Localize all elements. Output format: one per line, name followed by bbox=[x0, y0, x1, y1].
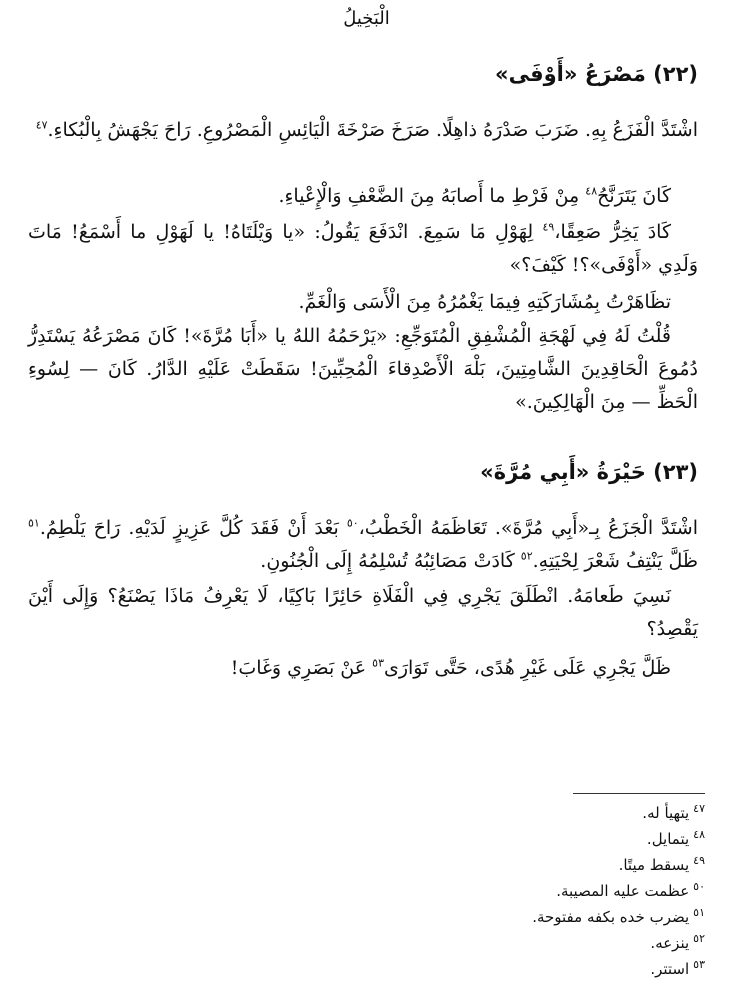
footnote bbox=[405, 796, 705, 822]
paragraph-text: لِهَوْلِ مَا سَمِعَ. انْدَفَعَ يَقُولُ: «يا وَيْلَتَاهُ! يا لَهَوْلِ ما أَسْمَعُ! مَاتَ وَلَدِي «أَوْفَى»؟! كَيْفَ؟» bbox=[28, 221, 698, 276]
footnote-number: ٥١ bbox=[693, 906, 705, 919]
footnote-text: يضرب خده بكفه مفتوحة. bbox=[532, 908, 690, 926]
paragraph-text: عَنْ بَصَرِي وَغَابَ! bbox=[230, 657, 373, 679]
paragraph-text: مِنْ فَرْطِ ما أَصابَهُ مِنَ الضَّعْفِ وَالْإِعْياءِ. bbox=[278, 185, 586, 207]
paragraph bbox=[28, 580, 698, 646]
paragraph-text: اشْتَدَّ الْجَزَعُ بِـ«أَبِي مُرَّةَ». تَعَاظَمَهُ الْخَطْبُ، bbox=[358, 517, 698, 539]
footnote-number: ٥٢ bbox=[693, 932, 705, 945]
footnote-number: ٥٣ bbox=[693, 958, 705, 971]
paragraph bbox=[28, 512, 698, 578]
paragraph-text: نَسِيَ طَعامَهُ. انْطَلَقَ يَجْرِي فِي الْفَلَاةِ حَائِرًا بَاكِيًا، لَا يَعْرِفُ مَاذَا يَصْنَعُ؟ وَإِلَى أَيْنَ يَقْصِدُ؟ bbox=[28, 585, 698, 640]
running-head: الْبَخِيلُ bbox=[343, 8, 390, 29]
footnote-ref[interactable]: ٥٣ bbox=[372, 656, 384, 670]
paragraph bbox=[28, 216, 698, 282]
paragraph-text: ظَلَّ يَنْتِفُ شَعْرَ لِحْيَتِهِ. bbox=[532, 550, 698, 572]
paragraph-text: تظَاهَرْتُ بِمُشَارَكَتِهِ فِيمَا يَغْمُرُهُ مِنَ الْأَسَى وَالْغَمِّ. bbox=[298, 291, 671, 313]
section-heading-23: (٢٣) حَيْرَةُ «أَبِي مُرَّةَ» bbox=[480, 460, 698, 484]
footnotes bbox=[405, 796, 705, 978]
footnote-ref[interactable]: ٤٨ bbox=[585, 184, 598, 198]
paragraph-text: كَادَتْ مَصَائِبُهُ تُسْلِمُهُ إِلَى الْجُنُونِ. bbox=[260, 550, 521, 572]
footnote-ref[interactable]: ٥٢ bbox=[520, 549, 533, 563]
paragraph bbox=[28, 320, 698, 419]
footnote-number: ٤٨ bbox=[693, 828, 705, 841]
footnote-ref[interactable]: ٥٠ bbox=[346, 516, 359, 530]
footnote-number: ٤٩ bbox=[693, 854, 705, 867]
footnote-text: يتهيأ له. bbox=[642, 804, 690, 822]
paragraph bbox=[28, 652, 671, 685]
footnote-ref[interactable]: ٤٩ bbox=[542, 220, 555, 234]
footnote-ref[interactable]: ٤٧ bbox=[35, 118, 48, 132]
footnote-number: ٤٧ bbox=[693, 802, 705, 815]
paragraph bbox=[28, 286, 671, 319]
paragraph bbox=[28, 114, 698, 147]
footnote bbox=[405, 874, 705, 900]
footnote-divider bbox=[573, 793, 705, 794]
footnote bbox=[405, 926, 705, 952]
paragraph-text: قُلْتُ لَهُ فِي لَهْجَةِ الْمُشْفِقِ الْمُتَوَجِّعِ: «يَرْحَمُهُ اللهُ يا «أَبَا مُرَّةَ»! كَانَ مَصْرَعُهُ يَسْتَدِرُّ دُمُوعَ الْحَاقِدِينَ الشَّامِتِينَ، بَلْهَ الْأَصْدِقاءَ الْمُحِبِّينَ! سَقَطَتْ عَلَيْهِ الدَّارُ. كَانَ — لِسُوءِ الْحَظِّ — مِنَ الْهَالِكِينَ.» bbox=[28, 325, 698, 413]
footnote bbox=[405, 952, 705, 978]
footnote-text: يتمايل. bbox=[646, 830, 690, 848]
section-heading-22: (٢٢) مَصْرَعُ «أَوْفَى» bbox=[495, 62, 698, 86]
paragraph bbox=[28, 180, 671, 213]
paragraph-text: ظَلَّ يَجْرِي عَلَى غَيْرِ هُدًى، حَتَّى تَوَارَى bbox=[383, 657, 671, 679]
footnote bbox=[405, 848, 705, 874]
footnote-text: استتر. bbox=[650, 960, 690, 978]
footnote bbox=[405, 822, 705, 848]
paragraph-text: بَعْدَ أَنْ فَقَدَ كُلَّ عَزِيزٍ لَدَيْهِ. رَاحَ يَلْطِمُ. bbox=[39, 517, 347, 539]
paragraph-text: كَادَ يَخِرُّ صَعِقًا، bbox=[554, 221, 671, 243]
footnote-number: ٥٠ bbox=[693, 880, 705, 893]
paragraph-text: اشْتَدَّ الْفَزَعُ بِهِ. ضَرَبَ صَدْرَهُ ذاهِلًا. صَرَخَ صَرْخَةَ الْيَائِسِ الْمَصْرُوعِ. رَاحَ يَجْهَشُ بِالْبُكاءِ. bbox=[47, 119, 698, 141]
footnote-text: ينزعه. bbox=[650, 934, 690, 952]
footnote-text: يسقط ميتًا. bbox=[618, 856, 690, 874]
footnote-text: عظمت عليه المصيبة. bbox=[556, 882, 690, 900]
footnote-ref[interactable]: ٥١ bbox=[28, 516, 40, 530]
footnote bbox=[405, 900, 705, 926]
paragraph-text: كَانَ يَتَرَنَّحُ bbox=[597, 185, 671, 207]
